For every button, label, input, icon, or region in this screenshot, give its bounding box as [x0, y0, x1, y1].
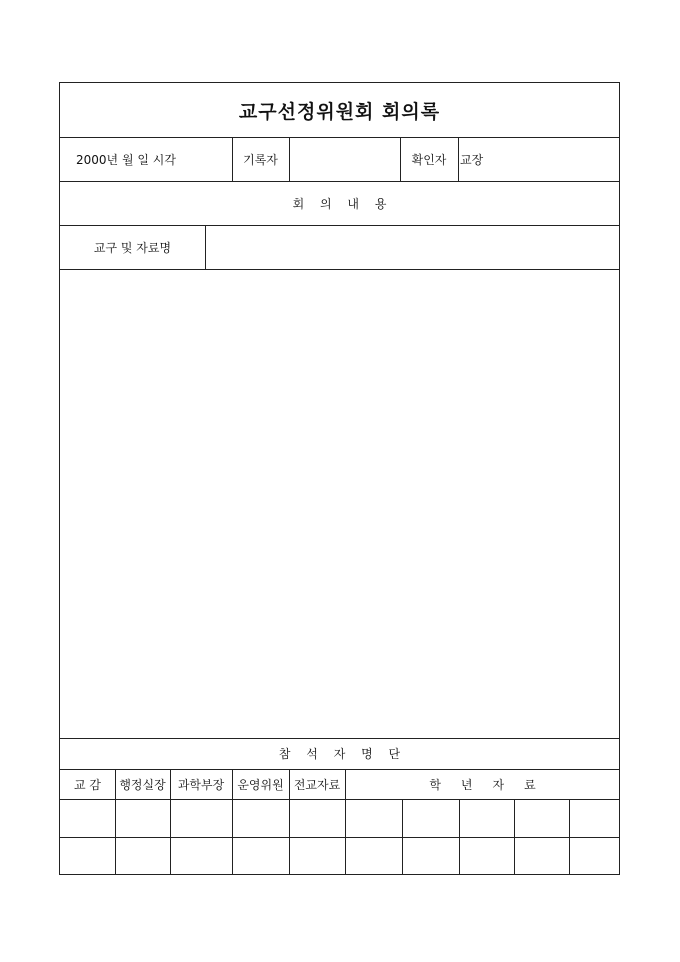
meeting-minutes-form: [59, 82, 620, 875]
signature-cell[interactable]: [290, 800, 345, 837]
attendee-col-school-materials: 전교자료: [293, 778, 341, 792]
form-title: 교구선정위원회 회의록: [238, 100, 441, 123]
grade-label-char: 학: [429, 778, 441, 792]
meeting-content-heading: 회 의 내 용: [292, 196, 387, 211]
attendee-list-heading: 참 석 자 명 단: [278, 747, 401, 761]
attendee-col-science-head: 과학부장: [177, 778, 225, 792]
recorder-label: 기록자: [243, 152, 278, 167]
divider: [345, 769, 346, 875]
item-name-label: 교구 및 자료명: [93, 240, 172, 255]
signature-cell[interactable]: [60, 838, 115, 875]
signature-cell[interactable]: [290, 838, 345, 875]
signature-cell[interactable]: [171, 800, 232, 837]
signature-cell[interactable]: [171, 838, 232, 875]
recorder-value-field[interactable]: [289, 137, 400, 181]
divider: [459, 799, 460, 875]
confirmer-value-field[interactable]: 교장: [460, 152, 484, 167]
divider: [402, 799, 403, 875]
grade-label-char: 년: [460, 778, 473, 792]
confirmer-label: 확인자: [411, 152, 447, 167]
signature-cell[interactable]: [116, 800, 170, 837]
divider: [514, 799, 515, 875]
attendee-col-grade-materials: [345, 770, 620, 799]
grade-label-char: 자: [492, 778, 505, 792]
signature-cell[interactable]: [233, 800, 289, 837]
grade-label-char: 료: [524, 778, 536, 792]
date-time-field: 2000년 월 일 시각: [76, 152, 176, 167]
divider: [569, 799, 570, 875]
attendee-col-admin-head: 행정실장: [119, 778, 166, 792]
divider: [458, 137, 459, 181]
meeting-content-body[interactable]: [60, 270, 619, 738]
signature-cell[interactable]: [233, 838, 289, 875]
attendee-col-vice-principal: 교 감: [74, 778, 101, 792]
attendee-col-committee-member: 운영위원: [237, 778, 284, 792]
item-name-field[interactable]: [206, 225, 620, 269]
signature-cell[interactable]: [116, 838, 170, 875]
signature-cell[interactable]: [60, 800, 115, 837]
